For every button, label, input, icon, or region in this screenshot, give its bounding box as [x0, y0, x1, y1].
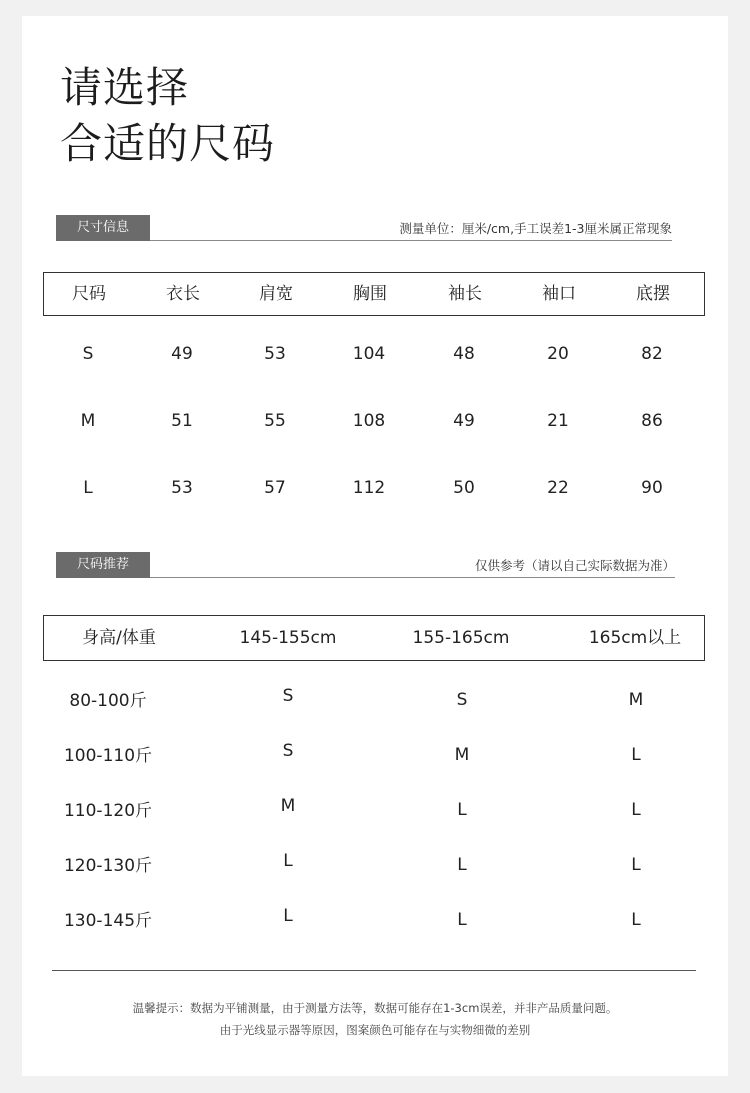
- size-col-header: 袖口: [542, 284, 576, 304]
- size-cell: L: [457, 800, 467, 820]
- weight-cell: 130-145斤: [63, 911, 153, 931]
- weight-cell: 80-100斤: [69, 691, 147, 711]
- size-cell: L: [283, 851, 293, 871]
- size-info-tag: 尺寸信息: [56, 215, 150, 241]
- size-cell: M: [628, 690, 644, 710]
- size-cell: 55: [264, 411, 286, 431]
- title-line-2: 合适的尺码: [60, 119, 276, 168]
- size-cell: 22: [547, 478, 569, 498]
- size-cell: L: [631, 800, 641, 820]
- recommend-tag: 尺码推荐: [56, 552, 150, 578]
- size-cell: 21: [547, 411, 569, 431]
- size-cell: L: [631, 910, 641, 930]
- table-row: [43, 906, 705, 936]
- recommend-col-header: 145-155cm: [239, 628, 337, 648]
- recommend-note: 仅供参考（请以自己实际数据为准）: [474, 558, 675, 573]
- size-cell: L: [631, 745, 641, 765]
- size-cell: S: [282, 686, 294, 706]
- table-row: [43, 851, 705, 881]
- size-cell: M: [280, 796, 296, 816]
- table-row: [43, 796, 705, 826]
- table-row: [43, 686, 705, 716]
- table-row: [43, 344, 705, 368]
- size-info-header: [56, 215, 672, 241]
- size-cell: 20: [547, 344, 569, 364]
- size-cell: 82: [641, 344, 663, 364]
- size-col-header: 袖长: [448, 284, 482, 304]
- page-title: [60, 60, 275, 172]
- size-cell: 49: [453, 411, 475, 431]
- size-cell: L: [283, 906, 293, 926]
- size-cell: S: [282, 741, 294, 761]
- size-cell: L: [83, 478, 93, 498]
- recommend-table-header: [43, 615, 705, 661]
- size-col-header: 底摆: [636, 284, 670, 304]
- size-cell: 48: [453, 344, 475, 364]
- size-col-header: 胸围: [353, 284, 387, 304]
- size-cell: M: [80, 411, 96, 431]
- size-guide-card: [22, 16, 728, 1076]
- size-cell: 112: [352, 478, 386, 498]
- size-col-header: 尺码: [72, 284, 106, 304]
- footer-note-2: 由于光线显示器等原因，图案颜色可能存在与实物细微的差别: [219, 1023, 531, 1037]
- table-row: [43, 478, 705, 502]
- recommend-col-header: 身高/体重: [82, 628, 156, 648]
- recommend-col-header: 155-165cm: [412, 628, 510, 648]
- recommend-header: [56, 552, 675, 578]
- size-info-note: 测量单位：厘米/cm,手工误差1-3厘米属正常现象: [399, 221, 672, 236]
- size-cell: 49: [171, 344, 193, 364]
- size-col-header: 肩宽: [259, 284, 293, 304]
- size-cell: 50: [453, 478, 475, 498]
- table-row: [43, 411, 705, 435]
- size-cell: 108: [352, 411, 386, 431]
- size-cell: M: [454, 745, 470, 765]
- recommend-col-header: 165cm以上: [588, 628, 682, 648]
- weight-cell: 100-110斤: [63, 746, 153, 766]
- size-info-rule: [150, 240, 672, 241]
- size-cell: 53: [264, 344, 286, 364]
- size-col-header: 衣长: [166, 284, 200, 304]
- size-cell: 86: [641, 411, 663, 431]
- footer-divider: [52, 970, 696, 971]
- size-cell: 90: [641, 478, 663, 498]
- size-cell: 104: [352, 344, 386, 364]
- size-cell: L: [457, 855, 467, 875]
- size-cell: S: [456, 690, 468, 710]
- size-cell: S: [82, 344, 94, 364]
- size-cell: 57: [264, 478, 286, 498]
- title-line-1: 请选择: [60, 63, 190, 112]
- size-cell: 53: [171, 478, 193, 498]
- size-cell: L: [631, 855, 641, 875]
- footer-note-1: 温馨提示：数据为平铺测量，由于测量方法等，数据可能存在1-3cm误差，并非产品质量问题。: [132, 1001, 618, 1015]
- size-table-header: [43, 272, 705, 316]
- size-cell: 51: [171, 411, 193, 431]
- weight-cell: 120-130斤: [63, 856, 153, 876]
- recommend-rule: [150, 577, 675, 578]
- size-cell: L: [457, 910, 467, 930]
- table-row: [43, 741, 705, 771]
- weight-cell: 110-120斤: [63, 801, 153, 821]
